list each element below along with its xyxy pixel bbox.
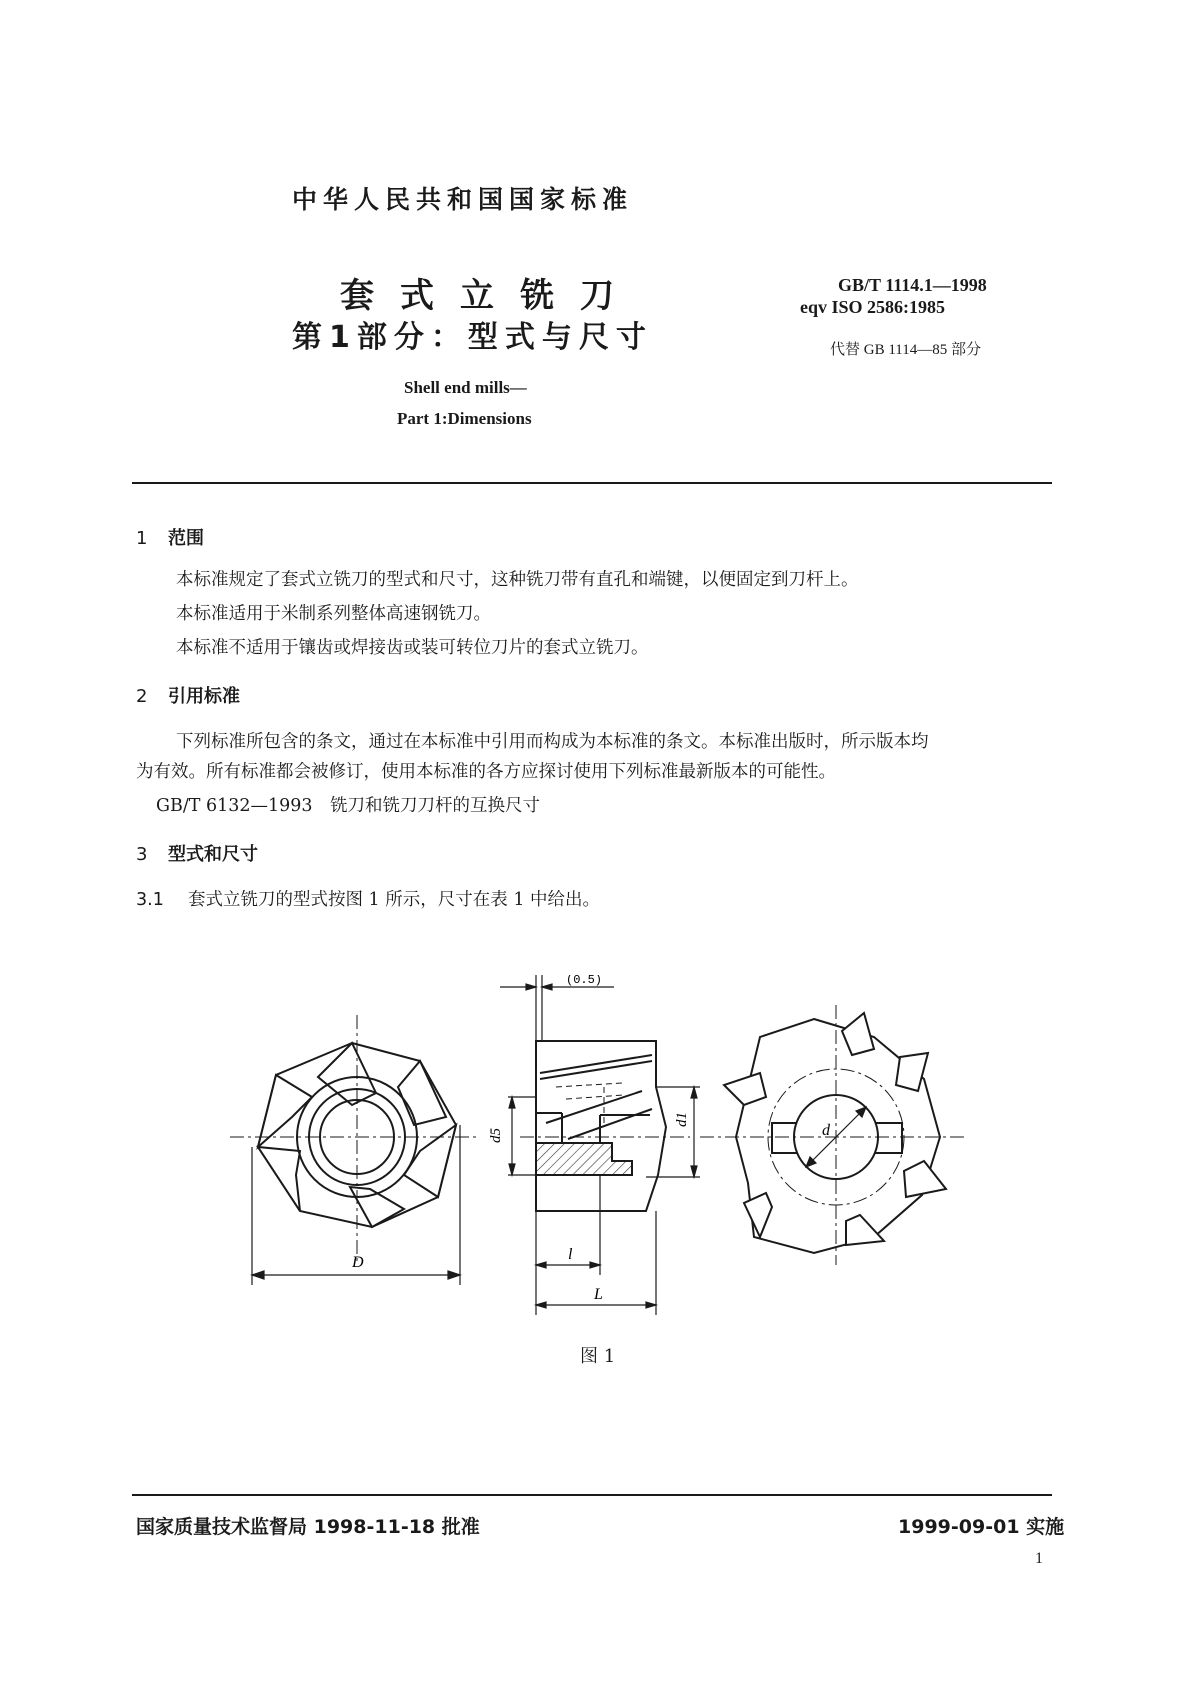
- header-divider: [132, 482, 1052, 484]
- section-1-heading: [136, 524, 204, 550]
- document-title: 套式立铣刀: [340, 276, 640, 316]
- footer-divider: [132, 1494, 1052, 1496]
- standard-number: GB/T 1114.1—1998: [838, 275, 987, 295]
- standard-replaces: 代替 GB 1114—85 部分: [830, 342, 981, 358]
- page-number: 1: [1035, 1550, 1043, 1567]
- section-2-heading: [136, 682, 240, 708]
- figure-1-drawing: [0, 975, 1191, 1335]
- english-title-line2: Part 1:Dimensions: [397, 409, 532, 428]
- section-2-paragraph-line1: 下列标准所包含的条文，通过在本标准中引用而构成为本标准的条文。本标准出版时，所示版本均: [176, 732, 929, 752]
- section-1-paragraph-1: 本标准规定了套式立铣刀的型式和尺寸，这种铣刀带有直孔和端键，以便固定到刀杆上。: [176, 570, 859, 590]
- section-1-paragraph-2: 本标准适用于米制系列整体高速钢铣刀。: [176, 604, 491, 624]
- dimension-d5: [508, 1097, 536, 1175]
- document-subtitle: 第1部分：型式与尺寸: [292, 320, 653, 355]
- figure-caption: 图 1: [580, 1346, 616, 1367]
- section-3-heading: [136, 840, 258, 866]
- dim-label-d1: d1: [674, 1112, 690, 1127]
- english-title-line1: Shell end mills—: [404, 378, 527, 397]
- right-end-view: [724, 1013, 946, 1253]
- dim-label-d: d: [822, 1122, 830, 1139]
- section-2-paragraph-line2: 为有效。所有标准都会被修订，使用本标准的各方应探讨使用下列标准最新版本的可能性。: [136, 762, 836, 782]
- clause-number: 3.1: [136, 890, 164, 910]
- dim-label-D: D: [352, 1254, 364, 1271]
- section-title: 型式和尺寸: [168, 844, 258, 865]
- dim-label-L: L: [594, 1286, 603, 1303]
- tooth: [318, 1043, 376, 1105]
- dim-label-offset: (0.5): [566, 975, 603, 987]
- tooth: [258, 1147, 300, 1211]
- section-title: 引用标准: [168, 686, 240, 707]
- section-1-paragraph-3: 本标准不适用于镶齿或焊接齿或装可转位刀片的套式立铣刀。: [176, 638, 649, 658]
- national-standard-heading: 中华人民共和国国家标准: [292, 185, 634, 214]
- clause-text: 套式立铣刀的型式按图 1 所示，尺寸在表 1 中给出。: [188, 890, 601, 910]
- section-title: 范围: [168, 528, 204, 549]
- dim-label-d5: d5: [488, 1128, 504, 1143]
- dim-label-l: l: [568, 1246, 573, 1263]
- side-section-view: [536, 1041, 666, 1211]
- referenced-standard: GB/T 6132—1993 铣刀和铣刀刀杆的互换尺寸: [156, 796, 541, 816]
- section-number: 3: [136, 844, 148, 865]
- approval-date: 国家质量技术监督局 1998-11-18 批准: [136, 1516, 480, 1538]
- clause-3-1: [136, 886, 600, 914]
- tooth-notch: [724, 1073, 766, 1105]
- standard-equivalence: eqv ISO 2586:1985: [800, 297, 946, 317]
- section-number: 2: [136, 686, 148, 707]
- section-number: 1: [136, 528, 148, 549]
- effective-date: 1999-09-01 实施: [898, 1516, 1065, 1538]
